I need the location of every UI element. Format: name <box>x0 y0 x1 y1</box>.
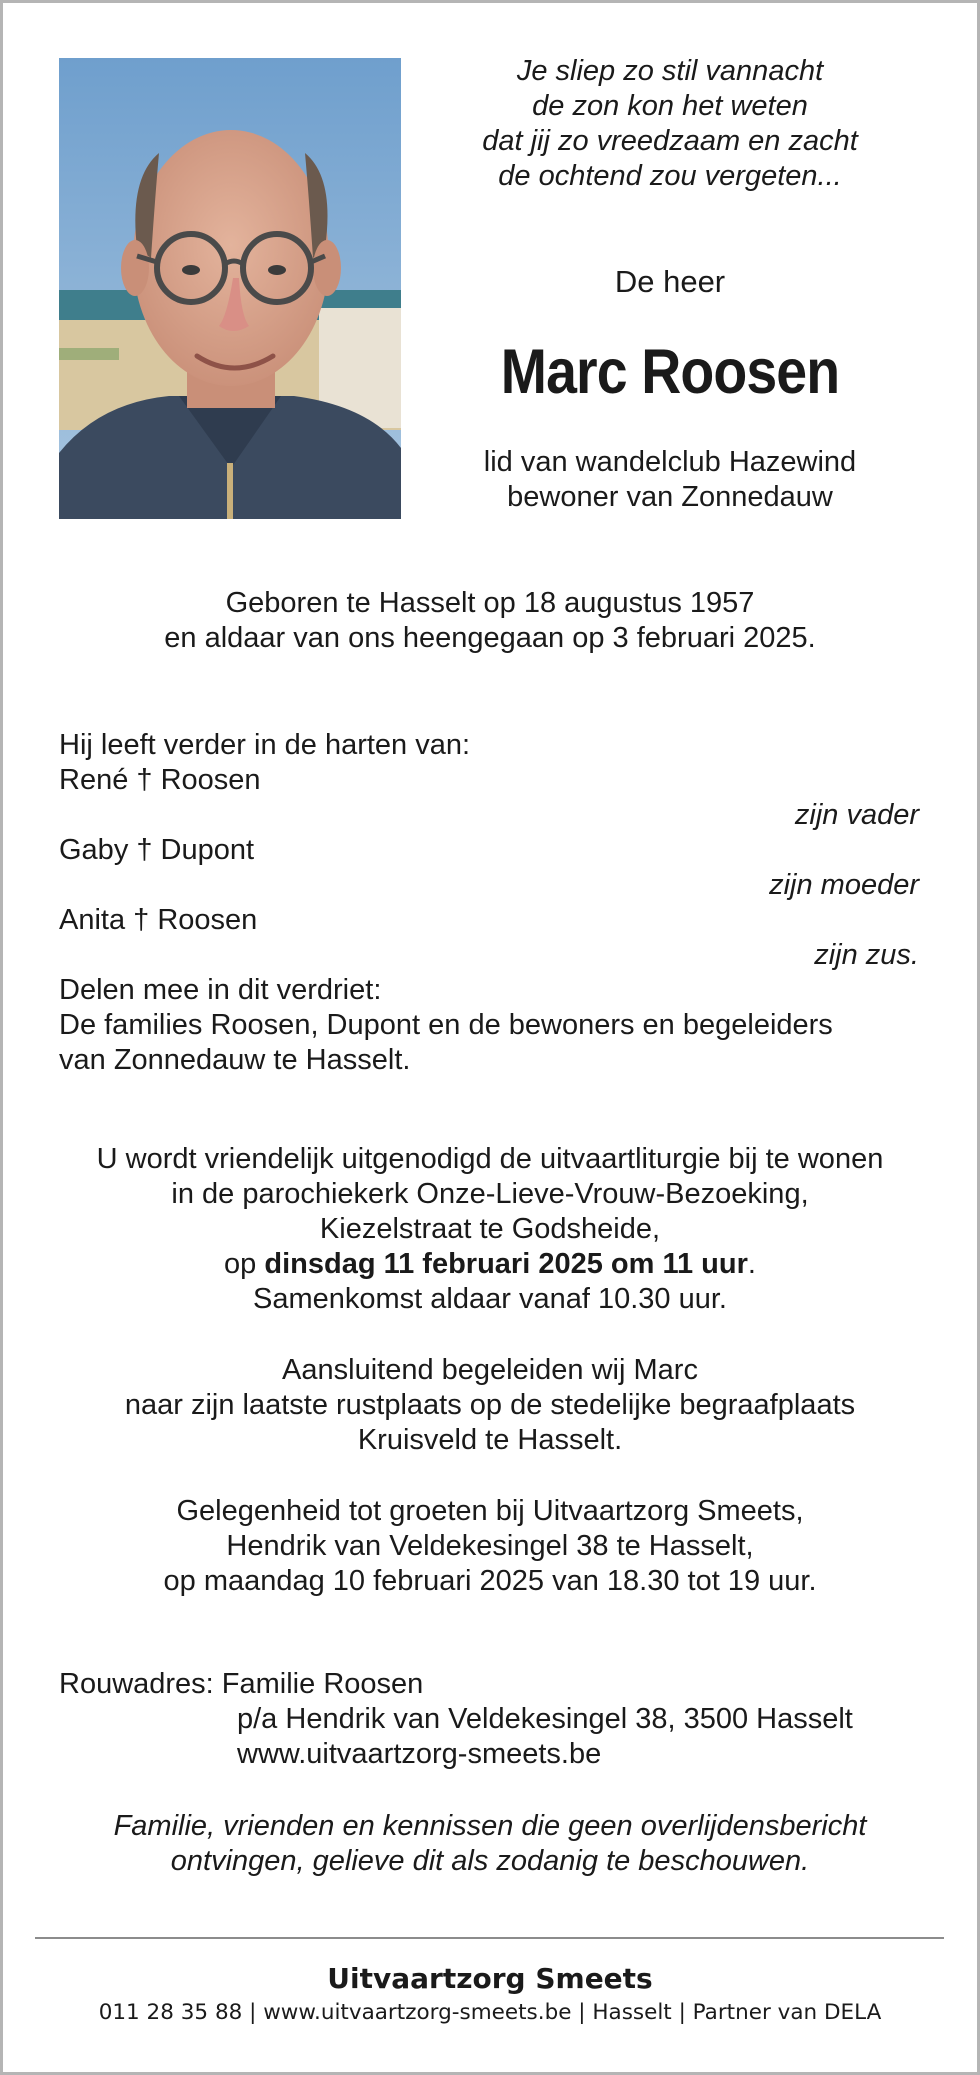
relative-relation: zijn moeder <box>769 869 919 901</box>
relative-relation: zijn vader <box>794 799 919 831</box>
sharing-line: van Zonnedauw te Hasselt. <box>59 1044 411 1076</box>
poem-line: de ochtend zou vergeten... <box>498 160 842 192</box>
relative-relation: zijn zus. <box>814 939 919 971</box>
date-prefix: op <box>224 1248 265 1280</box>
affiliations <box>420 445 920 515</box>
funeral-line: Kiezelstraat te Godsheide, <box>319 1213 661 1245</box>
affiliation-line: lid van wandelclub Hazewind <box>483 446 857 478</box>
relative-name: René † Roosen <box>59 764 261 796</box>
visitation-info <box>40 1494 940 1599</box>
address-website: www.uitvaartzorg-smeets.be <box>237 1738 602 1770</box>
relative-name: Gaby † Dupont <box>59 834 255 866</box>
poem-line: Je sliep zo stil vannacht <box>516 55 824 87</box>
funeral-date-line <box>40 1247 940 1282</box>
survivors-section <box>59 728 919 1078</box>
funeral-line: U wordt vriendelijk uitgenodigd de uitvaartliturgie bij te wonen <box>96 1143 884 1175</box>
footer-divider <box>35 1937 944 1939</box>
affiliation-line: bewoner van Zonnedauw <box>507 481 833 513</box>
poem <box>420 54 920 194</box>
sharing-line: Delen mee in dit verdriet: <box>59 974 382 1006</box>
birth-death-info <box>40 586 940 656</box>
burial-line: naar zijn laatste rustplaats op de stedelijke begraafplaats <box>124 1389 856 1421</box>
burial-info <box>40 1353 940 1458</box>
death-line: en aldaar van ons heengegaan op 3 februari 2025. <box>164 622 816 654</box>
visitation-line: Gelegenheid tot groeten bij Uitvaartzorg Smeets, <box>176 1495 804 1527</box>
burial-line: Aansluitend begeleiden wij Marc <box>282 1354 698 1386</box>
funeral-home-contact: 011 28 35 88 | www.uitvaartzorg-smeets.be | Hasselt | Partner van DELA <box>98 2000 882 2025</box>
deceased-name: Marc Roosen <box>500 337 840 407</box>
mourning-address <box>237 1702 853 1772</box>
burial-line: Kruisveld te Hasselt. <box>357 1424 623 1456</box>
honorific: De heer <box>614 264 726 299</box>
visitation-line: Hendrik van Veldekesingel 38 te Hasselt, <box>226 1530 754 1562</box>
funeral-home-name: Uitvaartzorg Smeets <box>327 1962 653 1995</box>
date-suffix: . <box>747 1248 756 1280</box>
mourning-address-label: Rouwadres: Familie Roosen <box>59 1668 424 1700</box>
poem-line: dat jij zo vreedzaam en zacht <box>482 125 858 157</box>
funeral-date: dinsdag 11 februari 2025 om 11 uur <box>264 1248 748 1280</box>
funeral-invitation <box>40 1142 940 1317</box>
birth-line: Geboren te Hasselt op 18 augustus 1957 <box>225 587 755 619</box>
closing-line: ontvingen, gelieve dit als zodanig te beschouwen. <box>170 1845 810 1877</box>
relative-name: Anita † Roosen <box>59 904 258 936</box>
visitation-line: op maandag 10 februari 2025 van 18.30 tot 19 uur. <box>163 1565 817 1597</box>
funeral-line: Samenkomst aldaar vanaf 10.30 uur. <box>253 1283 727 1315</box>
closing-note <box>40 1809 940 1879</box>
portrait-photo <box>59 58 401 519</box>
survivors-intro: Hij leeft verder in de harten van: <box>59 729 471 761</box>
poem-line: de zon kon het weten <box>532 90 808 122</box>
address-line: p/a Hendrik van Veldekesingel 38, 3500 Hasselt <box>237 1703 853 1735</box>
funeral-line: in de parochiekerk Onze-Lieve-Vrouw-Bezoeking, <box>171 1178 809 1210</box>
closing-line: Familie, vrienden en kennissen die geen overlijdensbericht <box>113 1810 867 1842</box>
sharing-line: De families Roosen, Dupont en de bewoners en begeleiders <box>59 1009 833 1041</box>
